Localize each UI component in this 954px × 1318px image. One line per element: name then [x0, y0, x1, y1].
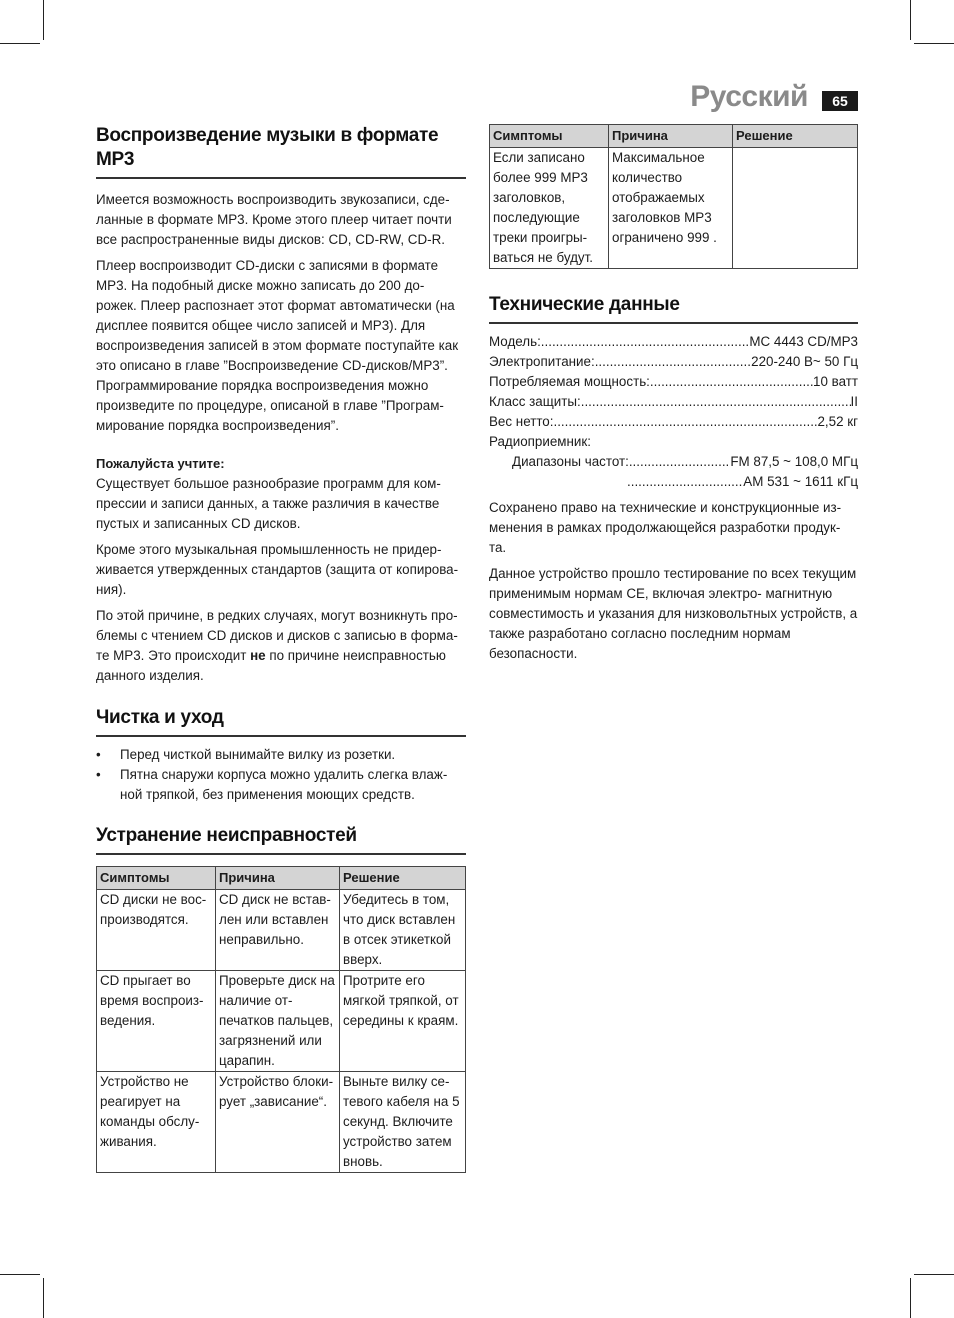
- spec-value: AM 531 ~ 1611 кГц: [743, 474, 858, 489]
- mp3-paragraph-1: Имеется возможность воспроизводить звукозаписи, сде- ланные в формате MP3. Кроме этого плеер читает почти все распространенные виды дисков: CD, CD-RW, CD-R.: [96, 192, 452, 247]
- spec-value: FM 87,5 ~ 108,0 МГц: [730, 454, 858, 469]
- header-cause: Причина: [216, 867, 340, 890]
- spec-label: Вес нетто:: [489, 414, 554, 429]
- care-list: [96, 745, 466, 805]
- page-number: 65: [822, 91, 858, 111]
- tech-paragraph-1: Сохранено право на технические и конструкционные из- менения в рамках продолжающейся разработки продук- та.: [489, 500, 842, 555]
- solution-cell: Выньте вилку се- тевого кабеля на 5 секунд. Включите устройство затем вновь.: [340, 1072, 466, 1173]
- tech-section-title: Технические данные: [489, 293, 858, 324]
- table-row: [490, 148, 858, 269]
- care-item-2: Пятна снаружи корпуса можно удалить слегка влаж- ной тряпкой, без применения моющих средств.: [120, 767, 448, 802]
- list-item: [96, 765, 466, 805]
- header-symptoms: Симптомы: [490, 125, 609, 148]
- header-solution: Решение: [340, 867, 466, 890]
- table-row: [97, 1072, 466, 1173]
- spec-label: Потребляемая мощность:: [489, 374, 650, 389]
- bullet-dot: •: [96, 767, 101, 782]
- note-label: Пожалуйста учтите:: [96, 456, 225, 471]
- spec-row-model: [489, 332, 858, 352]
- care-section-title: Чистка и уход: [96, 706, 466, 737]
- mp3-paragraph-5: [96, 606, 466, 686]
- tech-paragraph-2: Данное устройство прошло тестирование по всех текущим применимым нормам CE, включая электро- магнитную совместимость и указания для низковольтных устройств, а также разработано согласно последним нормам безопасности.: [489, 566, 858, 661]
- crop-mark: [914, 1274, 954, 1275]
- spec-row-am: [489, 472, 858, 492]
- crop-mark: [910, 0, 911, 40]
- mp3-paragraph-4: Кроме этого музыкальная промышленность не придер- живается утвержденных стандартов (защита от копирова- ния).: [96, 542, 459, 597]
- spec-label: Модель:.: [489, 334, 545, 349]
- language-header: Русский: [690, 80, 808, 113]
- right-column: [489, 124, 858, 664]
- table-header-row: [97, 867, 466, 890]
- spec-value: II: [850, 394, 858, 409]
- header-symptoms: Симптомы: [97, 867, 216, 890]
- left-column: [96, 124, 466, 1173]
- spec-value: 220-240 В~ 50 Гц: [751, 354, 858, 369]
- symptom-cell: CD диски не вос- производятся.: [97, 890, 216, 971]
- spec-radio-label: Радиоприемник:: [489, 434, 591, 449]
- crop-mark: [914, 43, 954, 44]
- mp3-paragraph-3: Существует большое разнообразие программ для ком- прессии и записи данных, а также различия в качестве пустых и записанных CD дисков.: [96, 476, 441, 531]
- p5-text-after: по причине неисправностью данного изделия.: [96, 648, 446, 683]
- dot-leader: [545, 332, 750, 352]
- mp3-section-title: Воспроизведение музыки в формате MP3: [96, 124, 466, 179]
- care-item-1: Перед чисткой вынимайте вилку из розетки.: [120, 747, 396, 762]
- spec-row-fm: [489, 452, 858, 472]
- dot-leader: [627, 472, 743, 492]
- spec-value: 10 ватт: [813, 374, 858, 389]
- trouble-table-continued: [489, 124, 858, 269]
- spec-value: MC 4443 CD/MP3: [749, 334, 858, 349]
- p5-bold-word: не: [250, 648, 266, 663]
- crop-mark: [43, 1278, 44, 1318]
- spec-value: 2,52 кг: [817, 414, 858, 429]
- trouble-section-title: Устранение неисправностей: [96, 824, 466, 855]
- solution-cell: Протрите его мягкой тряпкой, от середины к краям.: [340, 971, 466, 1072]
- spec-label: Класс защиты:: [489, 394, 581, 409]
- solution-cell: [733, 148, 858, 269]
- cause-cell: Устройство блоки- рует „зависание“.: [216, 1072, 340, 1173]
- spec-label: Диапазоны частот:: [512, 454, 629, 469]
- crop-mark: [0, 43, 40, 44]
- spec-row-consumption: [489, 372, 858, 392]
- p5-text-before: По этой причине, в редких случаях, могут возникнуть про- блемы с чтением CD дисков и дисков с записью в форма- те MP3. Это происходит: [96, 608, 458, 663]
- spec-row-weight: [489, 412, 858, 432]
- spec-row-power: [489, 352, 858, 372]
- trouble-table: [96, 866, 466, 1173]
- cause-cell: Проверьте диск на наличие от- печатков пальцев, загрязнений или царапин.: [216, 971, 340, 1072]
- table-header-row: [490, 125, 858, 148]
- dot-leader: [581, 392, 851, 412]
- symptom-cell: Если записано более 999 MP3 заголовков, последующие треки проигры- ваться не будут.: [490, 148, 609, 269]
- table-row: [97, 971, 466, 1072]
- symptom-cell: Устройство не реагирует на команды обслу- живания.: [97, 1072, 216, 1173]
- list-item: [96, 745, 466, 765]
- spec-row-protection: [489, 392, 858, 412]
- solution-cell: Убедитесь в том, что диск вставлен в отсек этикеткой вверх.: [340, 890, 466, 971]
- dot-leader: [650, 372, 813, 392]
- symptom-cell: CD прыгает во время воспроиз- ведения.: [97, 971, 216, 1072]
- table-row: [97, 890, 466, 971]
- dot-leader: [553, 412, 817, 432]
- spec-label: Электропитание:: [489, 354, 595, 369]
- crop-mark: [0, 1274, 40, 1275]
- bullet-dot: •: [96, 747, 101, 762]
- crop-mark: [43, 0, 44, 40]
- header-solution: Решение: [733, 125, 858, 148]
- crop-mark: [910, 1278, 911, 1318]
- cause-cell: CD диск не встав- лен или вставлен неправильно.: [216, 890, 340, 971]
- dot-leader: [629, 452, 730, 472]
- cause-cell: Максимальное количество отображаемых заголовков MP3 ограничено 999 .: [609, 148, 733, 269]
- mp3-paragraph-2: Плеер воспроизводит CD-диски с записями в формате MP3. На подобный диске можно записать до 200 до- рожек. Плеер распознает этот формат автоматически (на дисплее появится общее число записей и MP3). Для воспроизведения записей в этом формате поступайте как это описано в главе ”Воспроизведение CD-дисков/MP3”. Программирование порядка воспроизведения можно произведите по процедуре, описаной в главе ”Програм- мирование порядка воспроизведения”.: [96, 258, 459, 433]
- dot-leader: [595, 352, 751, 372]
- header-cause: Причина: [609, 125, 733, 148]
